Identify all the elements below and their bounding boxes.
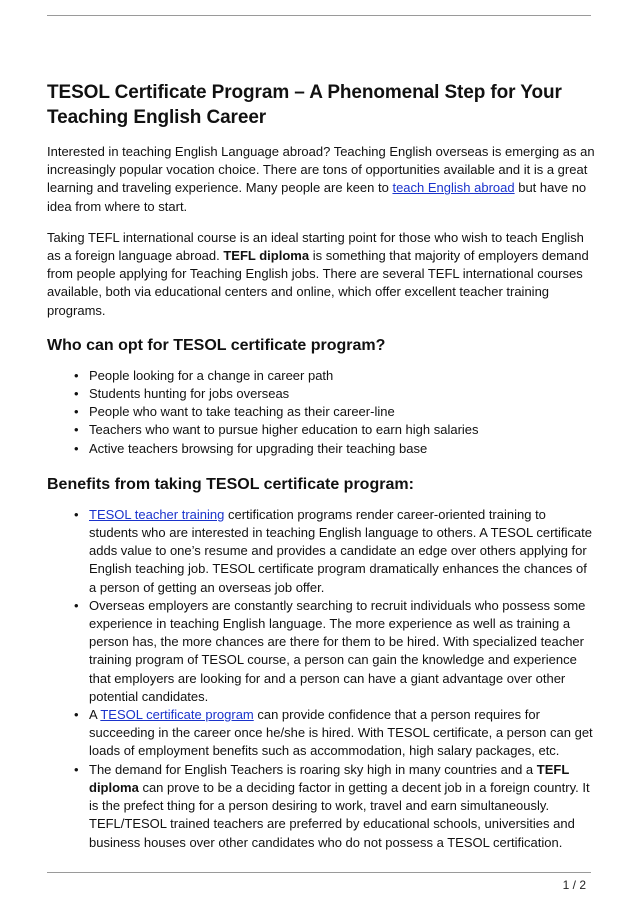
section-heading-benefits: Benefits from taking TESOL certificate program: <box>47 475 414 493</box>
list-item <box>47 506 595 597</box>
intro-paragraph-2 <box>47 229 595 320</box>
intro1-text-before: Interested in teaching English Language abroad? Teaching English overseas is emerging as an increasingly popular vocation choice. There are tons of opportunities available and it is a great learning and traveling experience. Many people are keen to <box>47 144 595 196</box>
bullet-icon: • <box>74 506 79 522</box>
bullet-icon: • <box>74 761 79 777</box>
list-item-text: Active teachers browsing for upgrading their teaching base <box>89 440 428 456</box>
list-item-text-before: The demand for English Teachers is roaring sky high in many countries and a <box>89 761 537 777</box>
header-rule <box>47 15 591 16</box>
bullet-icon: • <box>74 386 79 402</box>
list-item <box>47 761 595 852</box>
footer-rule <box>47 872 591 873</box>
intro1-text-after: but have no idea from where to start. <box>47 180 587 214</box>
teach-english-abroad-link[interactable]: teach English abroad <box>392 180 515 196</box>
list-item <box>47 403 595 421</box>
list-item <box>47 421 595 439</box>
tefl-diploma-bold: TEFL diploma <box>89 761 570 795</box>
tefl-diploma-bold: TEFL diploma <box>223 248 310 264</box>
list-item-text: People who want to take teaching as their career-line <box>89 404 395 420</box>
list-item <box>47 440 595 458</box>
who-list <box>47 367 595 458</box>
bullet-icon: • <box>74 404 79 420</box>
bullet-icon: • <box>74 440 79 456</box>
list-item <box>47 597 595 706</box>
list-item-text: certification programs render career-oriented training to students who are interested in teaching English language to others. A TESOL certificate adds value to one’s resume and provides a candidate an edge over others applying for English teaching job. TESOL certificate program dramatically enhances the chances of a person of getting an overseas job offer. <box>89 506 592 595</box>
document-body <box>47 80 595 852</box>
list-item-text: Overseas employers are constantly searching to recruit individuals who possess some experience in teaching English language. The more experience as well as training a person has, the more chances are there for them to be hired. With specialized teacher training program of TESOL course, a person can gain the knowledge and experience that employers are looking for and a person can have a giant advantage over other potential candidates. <box>89 597 586 704</box>
document-title: TESOL Certificate Program – A Phenomenal Step for Your Teaching English Career <box>47 82 562 128</box>
benefits-list <box>47 506 595 852</box>
list-item <box>47 367 595 385</box>
intro2-text-before: Taking TEFL international course is an ideal starting point for those who wish to teach English as a foreign language abroad. <box>47 229 584 264</box>
list-item-text-after: can prove to be a deciding factor in getting a decent job in a foreign country. It is the prefect thing for a person desiring to work, travel and earn simultaneously. TEFL/TESOL trained teachers are preferred by educational schools, universities and business houses over other candidates who do not possess a TESOL certification. <box>89 779 590 850</box>
bullet-icon: • <box>74 597 79 613</box>
page-number: 1 / 2 <box>562 878 586 892</box>
list-item <box>47 706 595 761</box>
tesol-certificate-program-link[interactable]: TESOL certificate program <box>100 707 254 723</box>
bullet-icon: • <box>74 422 79 438</box>
list-item-text: Teachers who want to pursue higher education to earn high salaries <box>89 422 479 438</box>
bullet-icon: • <box>74 707 79 723</box>
list-item-text-before: A <box>89 707 101 723</box>
list-item-text-after: can provide confidence that a person requires for succeeding in the career once he/she is hired. With TESOL certificate, a person can get loads of employment benefits such as accommodation, high salary packages, etc. <box>89 707 593 759</box>
tesol-teacher-training-link[interactable]: TESOL teacher training <box>89 506 225 522</box>
bullet-icon: • <box>74 367 79 383</box>
intro-paragraph-1 <box>47 143 595 216</box>
list-item-text: Students hunting for jobs overseas <box>89 386 290 402</box>
list-item-text: People looking for a change in career path <box>89 367 334 383</box>
list-item <box>47 385 595 403</box>
intro2-text-after: is something that majority of employers demand from people applying for Teaching English jobs. There are several TEFL international courses available, both via educational centers and online, which offer excellent teacher training programs. <box>47 248 589 318</box>
section-heading-who: Who can opt for TESOL certificate program? <box>47 336 386 354</box>
